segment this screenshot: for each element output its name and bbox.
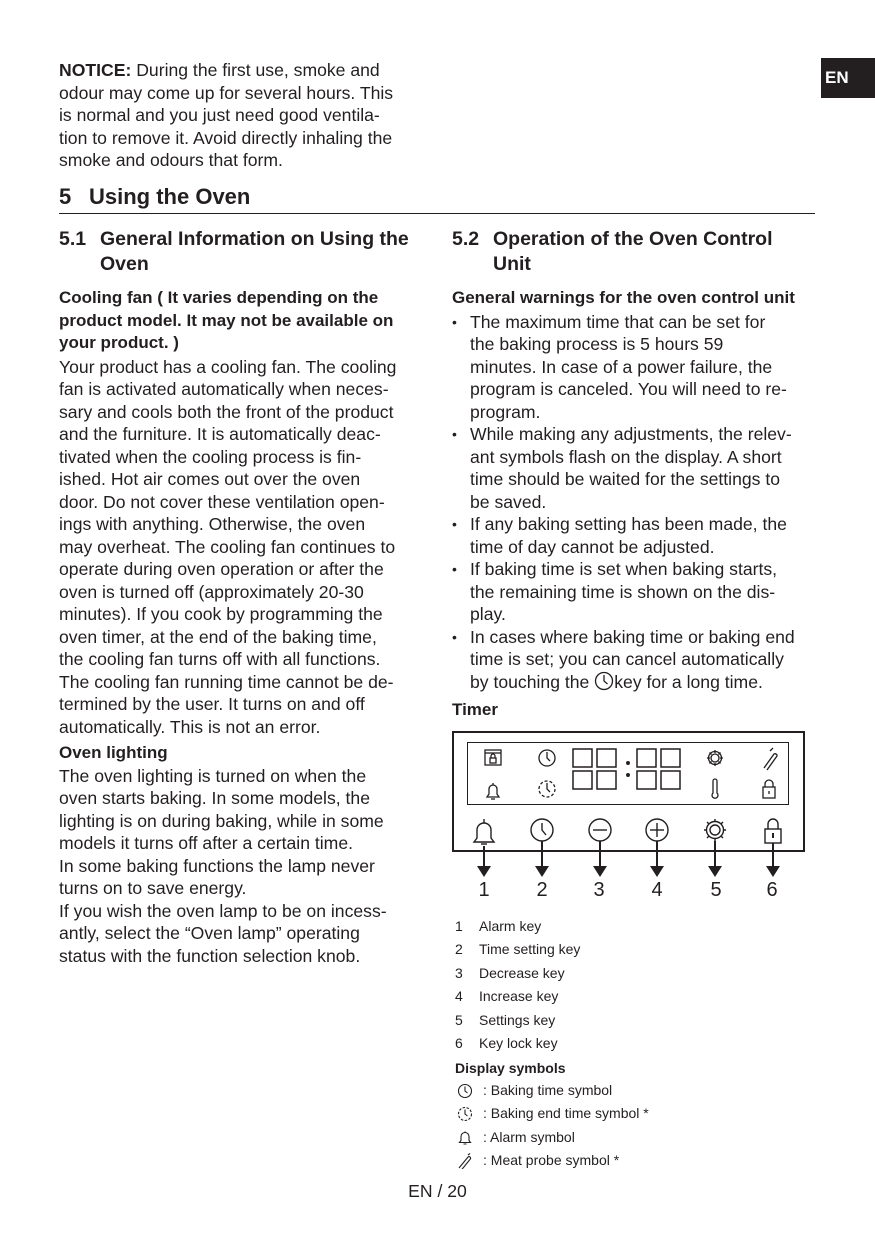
section-title: Using the Oven xyxy=(89,184,251,209)
bell-icon xyxy=(487,783,499,799)
meat-probe-icon xyxy=(457,1153,473,1169)
section-number: 5 xyxy=(59,184,72,209)
subsection-heading-5-1: 5.1 General Information on Using the Oven xyxy=(59,228,409,275)
timer-title: Timer xyxy=(452,700,498,719)
right-column xyxy=(452,227,817,722)
legend-row: 3 Decrease key xyxy=(455,964,565,981)
legend-row: 5 Settings key xyxy=(455,1011,556,1028)
dashed-clock-icon xyxy=(457,1106,473,1122)
symbol-row: : Baking end time symbol * xyxy=(455,1102,755,1125)
section-heading xyxy=(59,184,250,210)
language-tab: EN xyxy=(821,58,875,98)
symbol-row: : Baking time symbol xyxy=(455,1079,755,1102)
warnings-title: General warnings for the oven control unit xyxy=(452,288,795,307)
page-number: EN / 20 xyxy=(408,1181,467,1201)
key-lock-key[interactable] xyxy=(759,812,787,846)
key-number-5: 5 xyxy=(710,879,722,901)
subsection-heading-5-2: 5.2 Operation of the Oven Control Unit xyxy=(452,228,773,275)
list-item: • The maximum time that can be set for the baking process is 5 hours 59 minutes. In case of a power failure, the program is canceled. You will need to re- program. xyxy=(452,311,817,424)
key-legend xyxy=(452,915,752,1055)
clock-icon xyxy=(594,671,614,691)
list-item: • If baking time is set when baking starts, the remaining time is shown on the dis- play. xyxy=(452,558,817,626)
legend-row: 2 Time setting key xyxy=(455,941,581,958)
key-number-2: 2 xyxy=(536,879,548,901)
clock-icon xyxy=(539,750,555,766)
key-number-1: 1 xyxy=(478,879,490,901)
bell-icon xyxy=(457,1130,473,1146)
timer-diagram-graphics xyxy=(452,731,812,881)
symbol-row: : Meat probe symbol * xyxy=(455,1149,755,1172)
seven-segment-digits xyxy=(573,749,680,789)
legend-row: 1 Alarm key xyxy=(455,918,542,934)
display-symbols xyxy=(455,1057,755,1173)
warnings-list xyxy=(452,311,817,694)
key-lock-icon xyxy=(763,780,775,798)
section-divider xyxy=(59,213,815,214)
list-item: • In cases where baking time or baking end time is set; you can cancel automatically by touching the key for a long time. xyxy=(452,626,817,694)
clock-icon xyxy=(457,1083,473,1099)
key-number-3: 3 xyxy=(593,879,605,901)
oven-lighting-paragraph: The oven lighting is turned on when the oven starts baking. In some models, the lighting is on during baking, while in some models it turns off after a certain time. In some baking functions the lamp never turns on to save energy. If you wish the oven lamp to be on incess- antly, select the “Oven lamp” operating status with the function selection knob. xyxy=(59,765,387,966)
alarm-key[interactable] xyxy=(470,812,498,846)
cooling-fan-title: Cooling fan ( It varies depending on the product model. It may not be available on your product. ) xyxy=(59,288,394,352)
notice-paragraph: NOTICE: During the first use, smoke and odour may come up for several hours. This is normal and you just need good ventila- tion to remove it. Avoid directly inhaling the smoke and odours that form. xyxy=(59,60,394,170)
decrease-key[interactable] xyxy=(586,812,614,846)
settings-key[interactable] xyxy=(701,812,729,846)
cooling-fan-paragraph: Your product has a cooling fan. The cooling fan is activated automatically when neces- sary and cools both the front of the product and the furniture. It is automatically deac- tivated when the cooling process is fin- ished. Hot air comes out over the oven door. Do not cover these ventilation open- ings with anything. Otherwise, the oven may overheat. The cooling fan continues to operate during oven operation or after the oven is turned off (approximately 20-30 minutes). If you cook by programming the oven timer, at the end of the baking time, the cooling fan turns off with all functions. The cooling fan running time cannot be de- termined by the user. It turns on and off automatically. This is not an error. xyxy=(59,356,397,737)
key-number-4: 4 xyxy=(651,879,663,901)
dashed-clock-icon xyxy=(539,781,555,797)
display-symbols-title: Display symbols xyxy=(455,1060,566,1076)
thermometer-icon xyxy=(712,779,718,798)
oven-lock-icon xyxy=(485,750,501,765)
symbol-row: : Alarm symbol xyxy=(455,1126,755,1149)
oven-lighting-title: Oven lighting xyxy=(59,743,168,762)
legend-row: 4 Increase key xyxy=(455,988,559,1005)
increase-key[interactable] xyxy=(643,812,671,846)
left-column xyxy=(59,227,429,967)
key-number-6: 6 xyxy=(766,879,778,901)
legend-row: 6 Key lock key xyxy=(455,1035,558,1052)
notice-label: NOTICE: xyxy=(59,60,132,80)
gear-icon xyxy=(707,750,723,766)
time-setting-key[interactable] xyxy=(528,812,556,846)
meat-probe-icon xyxy=(764,748,777,770)
key-pointer-arrows xyxy=(477,841,780,877)
list-item: • While making any adjustments, the relev- ant symbols flash on the display. A short time should be waited for the settings to be saved. xyxy=(452,423,817,513)
list-item: • If any baking setting has been made, the time of day cannot be adjusted. xyxy=(452,513,817,558)
